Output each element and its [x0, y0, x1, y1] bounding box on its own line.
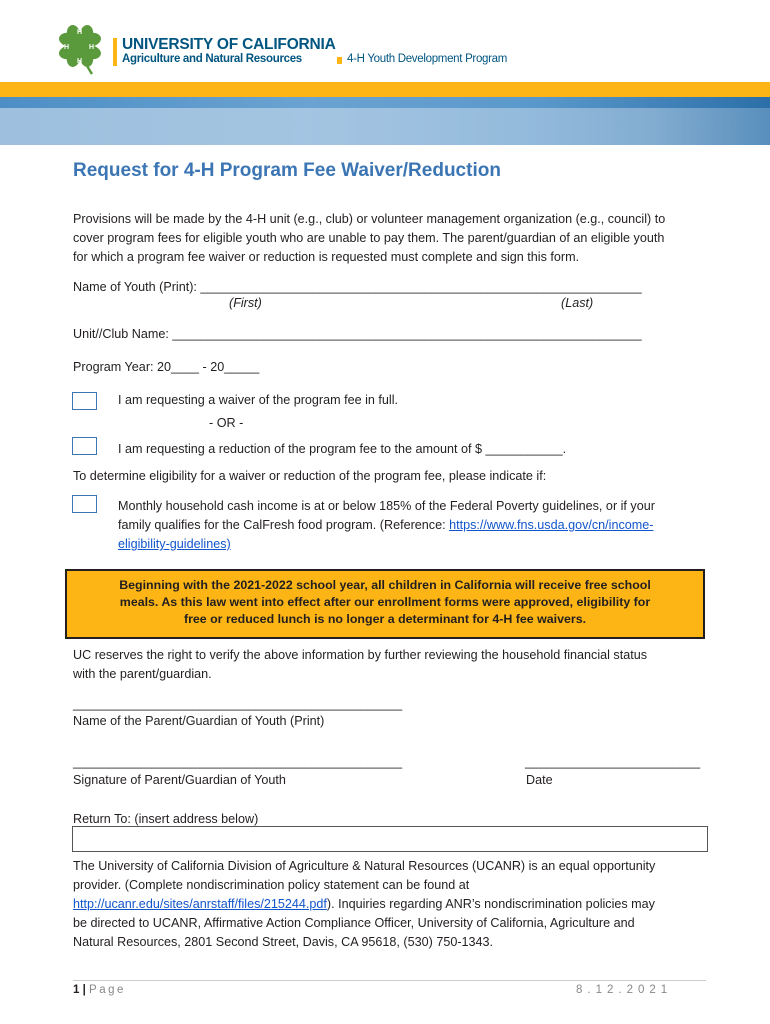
uc-accent-bar — [113, 38, 117, 66]
page-header — [0, 0, 770, 150]
page-number — [73, 984, 126, 996]
verify-line: UC reserves the right to verify the above information by further reviewing the household financial status — [73, 648, 648, 662]
verify-paragraph — [73, 646, 733, 684]
eeo-line — [73, 895, 723, 914]
intro-paragraph — [73, 210, 733, 267]
policy-link[interactable]: http://ucanr.edu/sites/anrstaff/files/215244.pdf — [73, 897, 327, 911]
or-separator: - OR - — [209, 416, 244, 430]
org-subtitle: Agriculture and Natural Resources — [122, 53, 302, 65]
eeo-line: Natural Resources, 2801 Second Street, Davis, CA 95618, (530) 750-1343. — [73, 935, 494, 949]
free-meals-notice — [65, 569, 705, 639]
income-criteria — [118, 497, 718, 554]
parent-name-field[interactable]: _______________________________________________ — [73, 697, 403, 711]
return-to-label: Return To: (insert address below) — [73, 812, 259, 826]
org-title: UNIVERSITY OF CALIFORNIA — [122, 36, 336, 53]
fns-income-link[interactable]: https://www.fns.usda.gov/cn/income- — [449, 518, 654, 532]
last-name-label: (Last) — [561, 296, 594, 310]
intro-line: Provisions will be made by the 4-H unit (e.g., club) or volunteer management organization (e.g., council) to — [73, 212, 666, 226]
waiver-checkbox[interactable] — [72, 392, 97, 410]
notice-line: Beginning with the 2021-2022 school year, all children in California will receive free school — [119, 578, 651, 592]
income-checkbox[interactable] — [72, 495, 97, 513]
income-line-text: family qualifies for the CalFresh food program. (Reference: — [118, 518, 450, 532]
unit-club-field[interactable]: Unit//Club Name: ___________________________________________________________________ — [73, 327, 642, 341]
signature-label: Signature of Parent/Guardian of Youth — [73, 773, 286, 787]
signature-field[interactable]: _______________________________________________ — [73, 755, 403, 769]
income-line: Monthly household cash income is at or below 185% of the Federal Poverty guidelines, or if your — [118, 499, 655, 513]
svg-text:H: H — [64, 44, 70, 51]
waiver-option-label: I am requesting a waiver of the program fee in full. — [118, 393, 399, 407]
program-name: 4-H Youth Development Program — [347, 53, 508, 65]
footer-rule — [73, 980, 706, 981]
eeo-line: The University of California Division of Agriculture & Natural Resources (UCANR) is an equal opportunity — [73, 859, 656, 873]
reduction-option-label: I am requesting a reduction of the program fee to the amount of $ ___________. — [118, 442, 567, 456]
date-label: Date — [526, 773, 553, 787]
eeo-line: be directed to UCANR, Affirmative Action Compliance Officer, University of California, Agriculture and — [73, 916, 635, 930]
page-separator: | — [82, 984, 86, 996]
fns-income-link-cont[interactable]: eligibility-guidelines) — [118, 537, 231, 551]
page-title: Request for 4-H Program Fee Waiver/Reduction — [73, 160, 501, 181]
4-h-clover-icon — [54, 20, 106, 76]
svg-text:H: H — [89, 44, 95, 51]
eeo-line-text: ). Inquiries regarding ANR’s nondiscrimination policies may — [326, 897, 655, 911]
parent-name-label: Name of the Parent/Guardian of Youth (Print) — [73, 714, 325, 728]
svg-text:H: H — [77, 29, 83, 36]
first-name-label: (First) — [229, 296, 262, 310]
eeo-line: provider. (Complete nondiscrimination policy statement can be found at — [73, 878, 470, 892]
youth-name-field[interactable]: Name of Youth (Print): _______________________________________________________________ — [73, 280, 642, 294]
page-number-value: 1 — [73, 984, 80, 996]
notice-line: meals. As this law went into effect after our enrollment forms were approved, eligibility for — [119, 595, 651, 609]
income-line — [118, 516, 718, 535]
intro-line: for which a program fee waiver or reduction is requested must complete and sign this form. — [73, 250, 580, 264]
header-light-band — [0, 108, 770, 145]
eeo-statement — [73, 857, 723, 952]
footer-date: 8.12.2021 — [576, 984, 673, 996]
notice-line: free or reduced lunch is no longer a determinant for 4-H fee waivers. — [183, 612, 587, 626]
date-field[interactable]: _________________________ — [525, 755, 701, 769]
intro-line: cover program fees for eligible youth who are unable to pay them. The parent/guardian of an eligible youth — [73, 231, 665, 245]
svg-text:H: H — [77, 58, 83, 65]
program-accent-square — [337, 57, 342, 64]
verify-line: with the parent/guardian. — [73, 667, 212, 681]
program-year-field[interactable]: Program Year: 20____ - 20_____ — [73, 360, 260, 374]
reduction-checkbox[interactable] — [72, 437, 97, 455]
return-address-input[interactable] — [72, 826, 708, 852]
eligibility-intro: To determine eligibility for a waiver or reduction of the program fee, please indicate if: — [73, 469, 547, 483]
page-word: Page — [89, 984, 126, 996]
